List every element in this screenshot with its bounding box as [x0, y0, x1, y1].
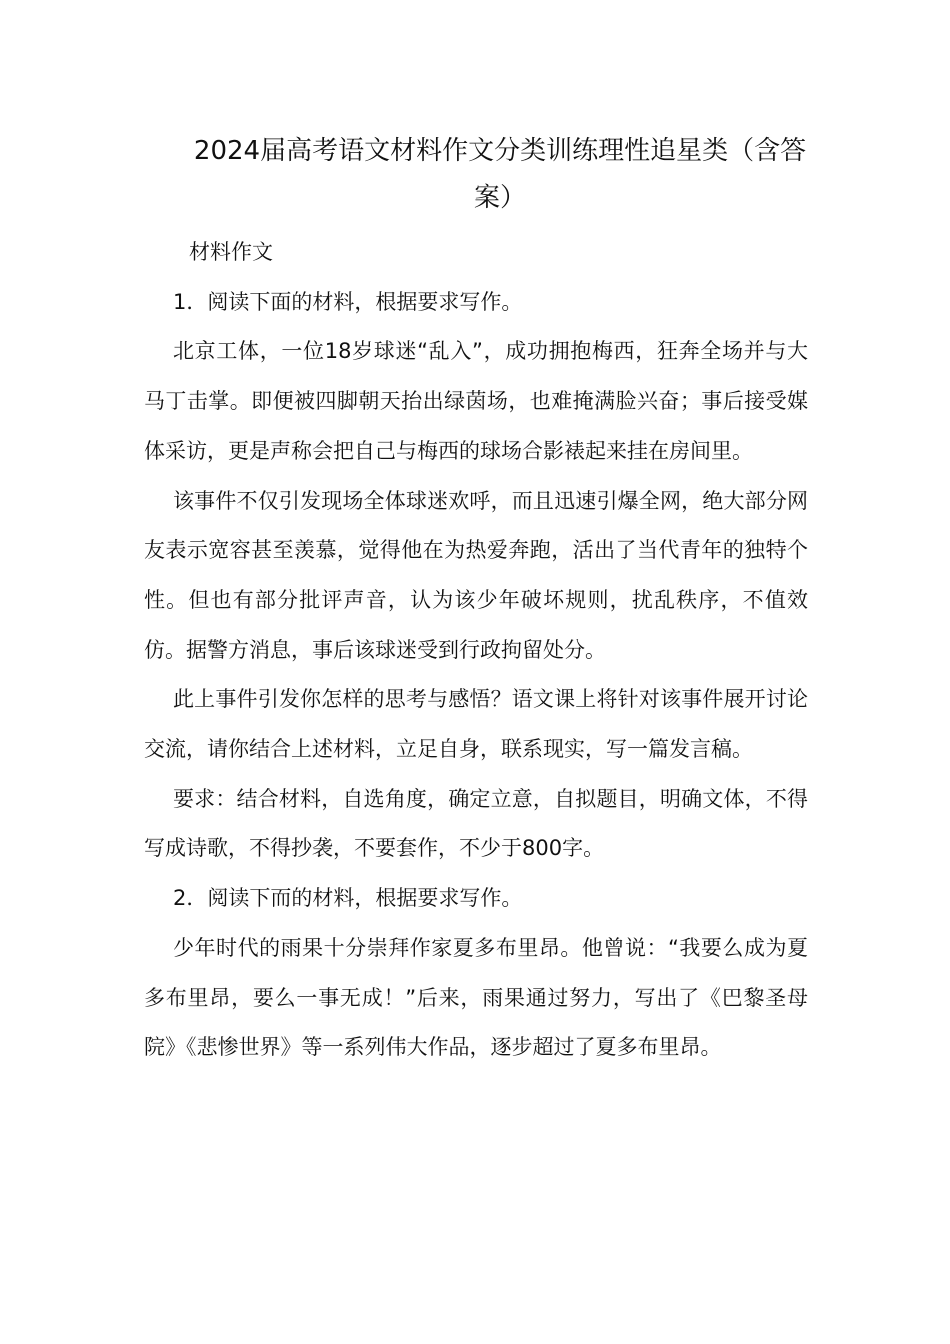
section-heading: 材料作文: [189, 240, 273, 264]
requirements-paragraph: 要求：结合材料，自选角度，确定立意，自拟题目，明确文体，不得写成诗歌，不得抄袭，不要套作，不少于800字。: [144, 786, 808, 861]
material-paragraph: 该事件不仅引发现场全体球迷欢呼，而且迅速引爆全网，绝大部分网友表示宽容甚至羡慕，觉得他在为热爱奔跑，活出了当代青年的独特个性。但也有部分批评声音，认为该少年破坏规则，扰乱秩序，不值效仿。据警方消息，事后该球迷受到行政拘留处分。: [144, 488, 808, 662]
material-paragraph: 少年时代的雨果十分崇拜作家夏多布里昂。他曾说：“我要么成为夏多布里昂，要么一事无成！”后来，雨果通过努力，写出了《巴黎圣母院》《悲惨世界》等一系列伟大作品，逐步超过了夏多布里昂。: [144, 935, 808, 1060]
question-2-prompt: 2．阅读下而的材料，根据要求写作。: [173, 886, 523, 911]
document-title: 2024届高考语文材料作文分类训练理性追星类（含答案）: [193, 136, 807, 213]
document-body: [144, 228, 808, 1073]
material-paragraph: 北京工体，一位18岁球迷“乱入”，成功拥抱梅西，狂奔全场并与大马丁击掌。即便被四脚朝天抬出绿茵场，也难掩满脸兴奋；事后接受媒体采访，更是声称会把自己与梅西的球场合影裱起来挂在房间里。: [144, 339, 808, 463]
task-paragraph: 此上事件引发你怎样的思考与感悟？语文课上将针对该事件展开讨论交流，请你结合上述材料，立足自身，联系现实，写一篇发言稿。: [144, 687, 808, 762]
question-1-prompt: 1．阅读下面的材料，根据要求写作。: [173, 289, 523, 314]
